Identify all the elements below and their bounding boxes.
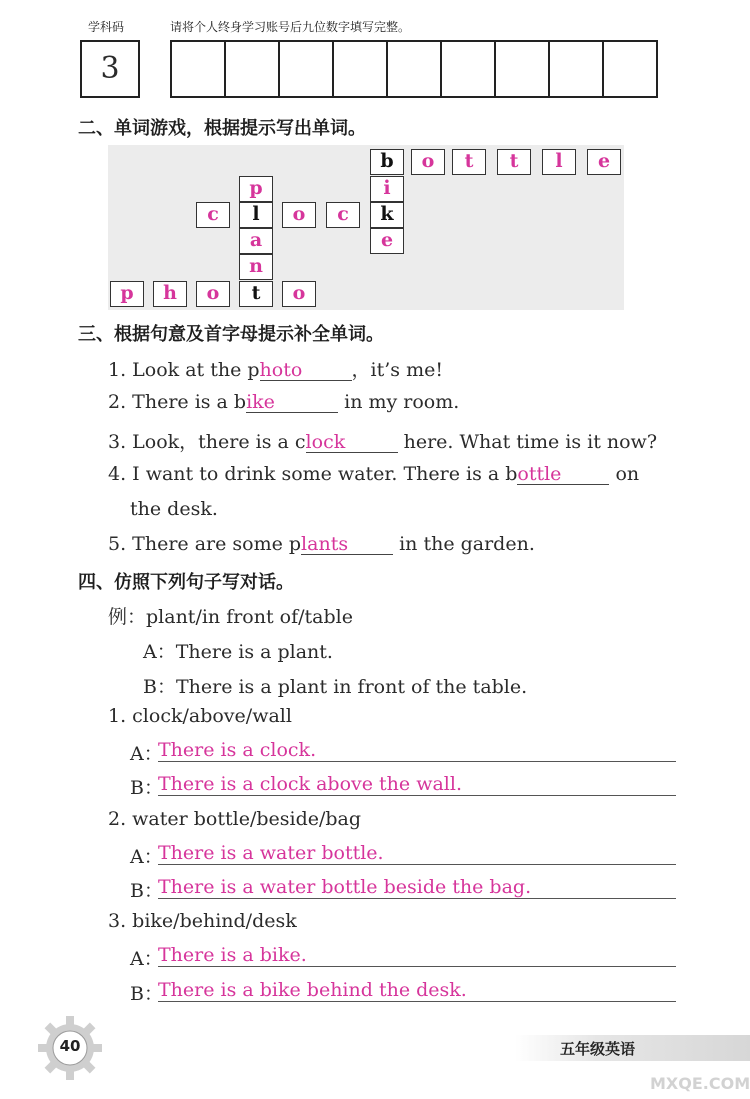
dialogue-a-answer[interactable]: There is a bike. (158, 944, 676, 967)
dialogue-b-answer[interactable]: There is a water bottle beside the bag. (158, 876, 676, 899)
crossword-cell: p (239, 176, 273, 202)
crossword-cell: l (542, 149, 576, 175)
crossword-cell: t (452, 149, 486, 175)
dialogue-a-answer[interactable]: There is a water bottle. (158, 842, 676, 865)
fill-sentence-2: 2. There is a bike in my room. (108, 391, 460, 413)
answer-blank[interactable]: ottle (517, 464, 609, 485)
digit-box[interactable] (386, 40, 442, 98)
subject-code-box: 3 (80, 40, 140, 98)
dialogue-a-label: A： (130, 743, 163, 765)
answer-blank[interactable]: lock (306, 432, 398, 453)
answer-blank[interactable]: hoto (260, 360, 352, 381)
dialogue-a-label: A： (130, 948, 163, 970)
fill-sentence-4: 4. I want to drink some water. There is a bottle on (108, 463, 640, 485)
fill-sentence-1: 1. Look at the photo ，it’s me! (108, 359, 443, 381)
digit-box[interactable] (332, 40, 388, 98)
crossword-cell: c (326, 202, 360, 228)
digit-box[interactable] (278, 40, 334, 98)
fill-sentence-4-cont: the desk. (130, 498, 218, 520)
digit-box[interactable] (602, 40, 658, 98)
example-prompt: 例：plant/in front of/table (108, 606, 353, 628)
crossword-cell: b (370, 149, 404, 175)
dialogue-b-label: B： (130, 983, 163, 1005)
account-instruction: 请将个人终身学习账号后九位数字填写完整。 (170, 20, 411, 34)
crossword-cell: o (282, 202, 316, 228)
crossword-cell: o (411, 149, 445, 175)
dialogue-prompt-3: 3. bike/behind/desk (108, 910, 297, 932)
digit-box[interactable] (170, 40, 226, 98)
dialogue-prompt-2: 2. water bottle/beside/bag (108, 808, 362, 830)
crossword-cell: t (497, 149, 531, 175)
book-label: 五年级英语 (560, 1040, 636, 1058)
digit-box[interactable] (548, 40, 604, 98)
section-4-title: 四、仿照下列句子写对话。 (78, 572, 294, 593)
answer-blank[interactable]: ike (246, 392, 338, 413)
dialogue-prompt-1: 1. clock/above/wall (108, 705, 292, 727)
dialogue-a-label: A： (130, 846, 163, 868)
fill-sentence-5: 5. There are some plants in the garden. (108, 533, 535, 555)
crossword-cell: e (587, 149, 621, 175)
section-2-title: 二、单词游戏，根据提示写出单词。 (78, 118, 366, 139)
page-number: 40 (59, 1037, 81, 1055)
crossword-cell: h (153, 281, 187, 307)
crossword-cell: e (370, 228, 404, 254)
example-b: B：There is a plant in front of the table. (143, 676, 528, 698)
dialogue-b-label: B： (130, 880, 163, 902)
crossword-cell: n (239, 254, 273, 280)
subject-code-label: 学科码 (88, 20, 125, 34)
fill-sentence-3: 3. Look，there is a clock here. What time is it now? (108, 431, 658, 453)
dialogue-a-answer[interactable]: There is a clock. (158, 739, 676, 762)
example-a: A：There is a plant. (143, 641, 333, 663)
crossword-cell: c (196, 202, 230, 228)
crossword-cell: i (370, 176, 404, 202)
answer-blank[interactable]: lants (301, 534, 393, 555)
digit-box[interactable] (224, 40, 280, 98)
dialogue-b-label: B： (130, 777, 163, 799)
crossword-cell: t (239, 281, 273, 307)
dialogue-b-answer[interactable]: There is a bike behind the desk. (158, 979, 676, 1002)
watermark-text: MXQE.COM (650, 1074, 750, 1093)
page-number-badge (34, 1012, 106, 1084)
crossword-cell: o (282, 281, 316, 307)
digit-box[interactable] (494, 40, 550, 98)
digit-box[interactable] (440, 40, 496, 98)
crossword-cell: a (239, 228, 273, 254)
crossword-cell: o (196, 281, 230, 307)
crossword-cell: p (110, 281, 144, 307)
crossword-cell: k (370, 202, 404, 228)
section-3-title: 三、根据句意及首字母提示补全单词。 (78, 324, 384, 345)
crossword-cell: l (239, 202, 273, 228)
dialogue-b-answer[interactable]: There is a clock above the wall. (158, 773, 676, 796)
